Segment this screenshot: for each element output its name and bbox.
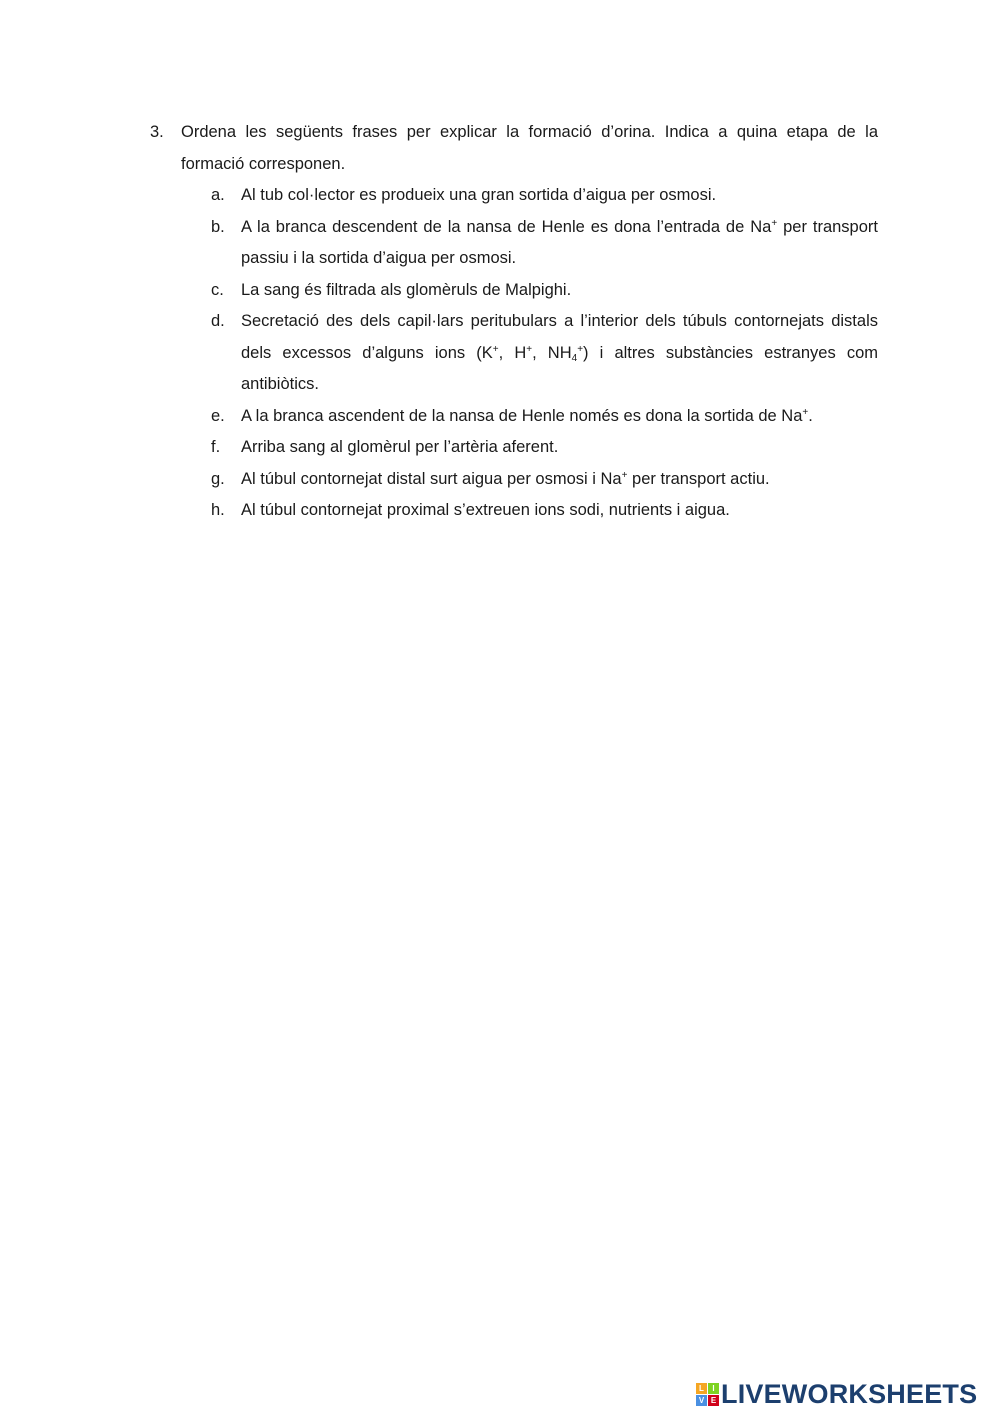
statement-list — [150, 180, 878, 527]
item-text — [241, 212, 878, 275]
question-3 — [150, 117, 878, 527]
item-letter: f. — [211, 438, 221, 456]
item-letter: h. — [211, 501, 225, 519]
question-text: Ordena les següents frases per explicar la formació d’orina. Indica a quina etapa de la formació corresponen. — [181, 123, 878, 173]
text-segment: , NH — [532, 343, 572, 362]
item-letter: c. — [211, 280, 224, 299]
item-letter: a. — [211, 186, 225, 204]
text-segment: . — [808, 406, 813, 425]
item-text: Al túbul contornejat proximal s’extreuen ions sodi, nutrients i aigua. — [241, 501, 730, 519]
item-letter: g. — [211, 469, 225, 488]
list-item-e — [211, 401, 878, 433]
list-item-f — [211, 432, 878, 464]
text-segment: , H — [498, 343, 527, 362]
list-item-d — [211, 306, 878, 401]
logo-tile: I — [708, 1383, 719, 1394]
item-letter: d. — [211, 312, 225, 330]
text-segment: A la branca ascendent de la nansa de Henle només es dona la sortida de Na — [241, 406, 803, 425]
question-number: 3. — [150, 123, 164, 141]
item-letter: b. — [211, 217, 225, 236]
superscript: + — [802, 406, 809, 418]
liveworksheets-brand — [696, 1379, 977, 1409]
text-segment: per transport passiu i la sortida d’aigua per osmosi. — [241, 217, 878, 267]
list-item-a — [211, 180, 878, 212]
text-segment: Al túbul contornejat distal surt aigua per osmosi i Na — [241, 469, 622, 488]
list-item-b — [211, 212, 878, 275]
list-item-g — [211, 464, 878, 496]
liveworksheets-logo-icon — [696, 1383, 719, 1406]
text-segment: A la branca descendent de la nansa de Henle es dona l’entrada de Na — [241, 217, 772, 236]
subscript: 4 — [571, 352, 578, 364]
superscript: + — [621, 469, 628, 481]
brand-text: LIVEWORKSHEETS — [721, 1378, 978, 1409]
superscript: + — [771, 217, 778, 229]
text-segment: ) i altres substàncies estranyes com antibiòtics. — [241, 343, 878, 393]
item-text — [241, 306, 878, 401]
item-text: La sang és filtrada als glomèruls de Malpighi. — [241, 280, 572, 299]
superscript: + — [492, 343, 499, 355]
logo-tile: L — [696, 1383, 707, 1394]
list-item-h — [211, 495, 878, 527]
item-text: Al tub col·lector es produeix una gran sortida d’aigua per osmosi. — [241, 186, 717, 204]
logo-tile: V — [696, 1395, 707, 1406]
logo-tile: E — [708, 1395, 719, 1406]
item-text: Arriba sang al glomèrul per l’artèria aferent. — [241, 438, 559, 456]
text-segment: per transport actiu. — [627, 469, 770, 488]
item-text — [241, 401, 878, 433]
list-item-c — [211, 275, 878, 307]
superscript: + — [577, 343, 584, 355]
superscript: + — [526, 343, 533, 355]
item-text — [241, 464, 878, 496]
text-segment: Secretació des dels capil·lars peritubulars a l’interior dels túbuls contornejats distals dels excessos d’alguns ions (K — [241, 312, 878, 362]
question-header — [150, 117, 878, 180]
item-letter: e. — [211, 406, 225, 425]
